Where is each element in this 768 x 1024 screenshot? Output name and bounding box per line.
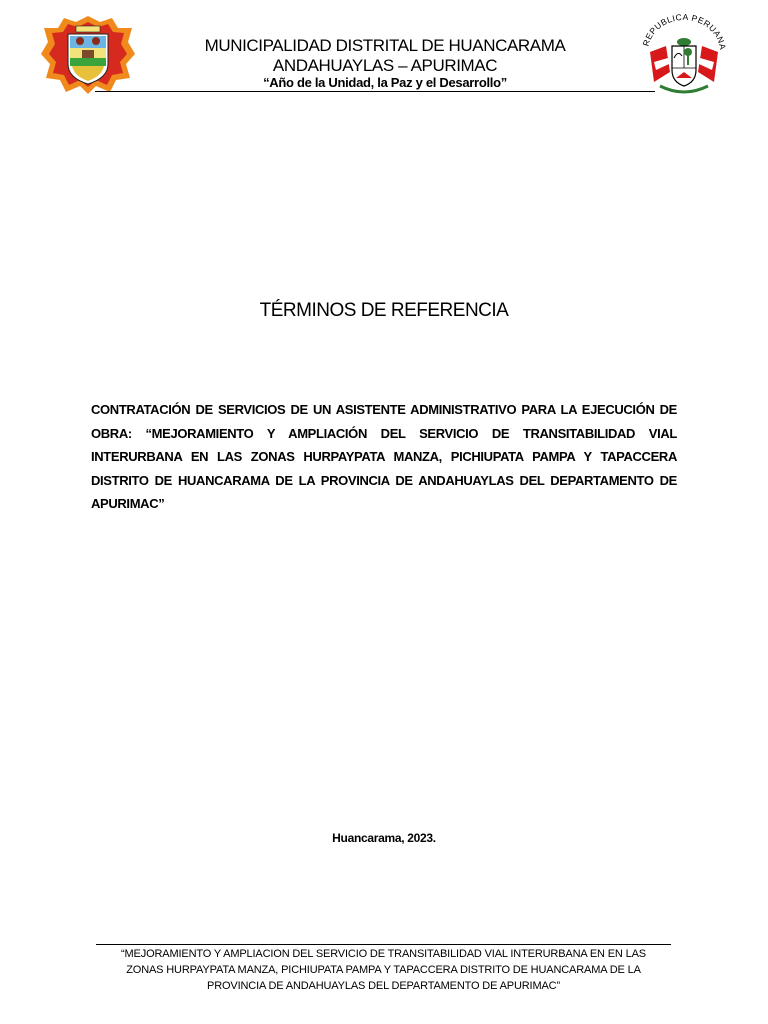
place-and-date: Huancarama, 2023. xyxy=(332,831,436,845)
year-motto: “Año de la Unidad, la Paz y el Desarrollo” xyxy=(263,75,507,90)
municipality-name: MUNICIPALIDAD DISTRITAL DE HUANCARAMA xyxy=(204,36,566,55)
svg-text:REPUBLICA PERUANA: REPUBLICA PERUANA xyxy=(640,12,728,51)
header-divider xyxy=(95,91,655,92)
municipal-coat-of-arms-icon xyxy=(40,14,136,96)
footer-line: ZONAS HURPAYPATA MANZA, PICHIUPATA PAMPA Y TAPACCERA DISTRITO DE HUANCARAMA DE LA xyxy=(126,964,641,976)
municipality-location: ANDAHUAYLAS – APURIMAC xyxy=(272,56,498,75)
footer-divider xyxy=(96,944,671,945)
page-header xyxy=(0,0,768,100)
footer-line: PROVINCIA DE ANDAHUAYLAS DEL DEPARTAMENTO DE APURIMAC” xyxy=(207,980,560,992)
contract-subject: CONTRATACIÓN DE SERVICIOS DE UN ASISTENTE ADMINISTRATIVO PARA LA EJECUCIÓN DE OBRA: “MEJORAMIENTO Y AMPLIACIÓN DEL SERVICIO DE TRANSITABILIDAD VIAL INTERURBANA EN LAS ZONAS HURPAYPATA MANZA, PICHIUPATA PAMPA Y TAPACCERA DISTRITO DE HUANCARAMA DE LA PROVINCIA DE ANDAHUAYLAS DEL DEPARTAMENTO DE APURIMAC” xyxy=(91,402,677,511)
peru-national-shield-icon xyxy=(640,12,728,96)
document-title: TÉRMINOS DE REFERENCIA xyxy=(259,300,509,321)
page-footer xyxy=(96,946,671,994)
footer-line: “MEJORAMIENTO Y AMPLIACION DEL SERVICIO DE TRANSITABILIDAD VIAL INTERURBANA EN EN LAS xyxy=(121,948,646,960)
